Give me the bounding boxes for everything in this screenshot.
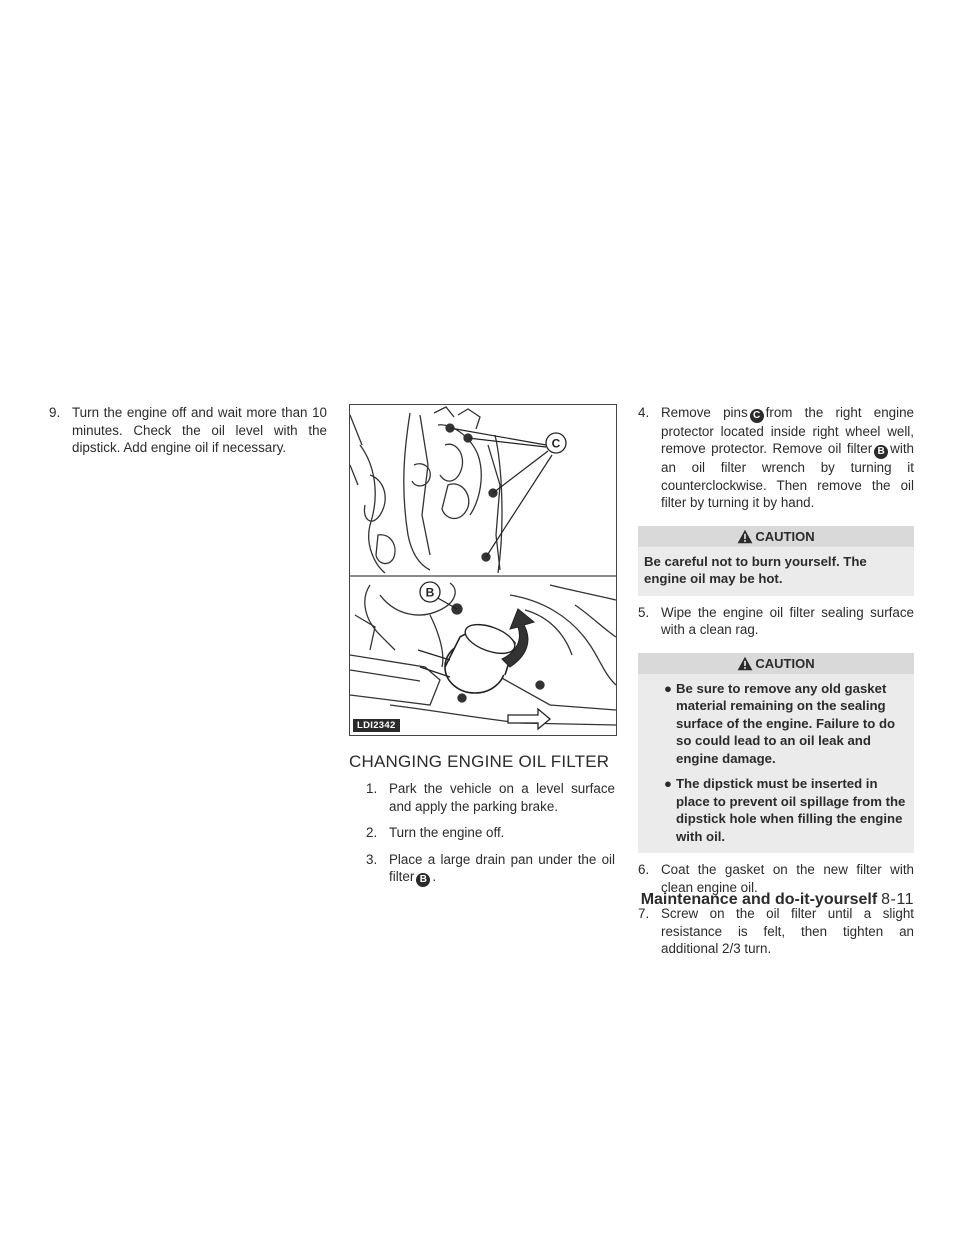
label-c: C: [551, 436, 561, 451]
left-column: [49, 404, 327, 466]
step-9: [49, 404, 327, 457]
bullet-text: The dipstick must be inserted in place to prevent oil spillage from the dipstick hole when filling the engine with oil.: [676, 776, 906, 844]
footer-section-name: Maintenance and do-it-yourself: [640, 891, 878, 908]
engine-line-drawing: [350, 405, 616, 735]
warning-triangle-icon: [737, 656, 753, 671]
step-number: 3.: [366, 851, 378, 867]
caution-bullet: [644, 680, 908, 768]
circled-c-badge: C: [750, 409, 764, 423]
caution-bullet: [644, 775, 908, 845]
step-text: with an oil filter wrench by turning it counterclockwise. Then remove the oil filter by turning it by hand.: [661, 441, 914, 510]
protector-drawing: [350, 407, 502, 573]
figure-id: LDI2342: [353, 719, 400, 732]
step-number: 5.: [638, 604, 650, 620]
step-7: [638, 905, 914, 958]
section-steps: [349, 780, 615, 887]
step-text: Coat the gasket on the new filter with clean engine oil.: [661, 862, 914, 895]
step-number: 6.: [638, 862, 650, 877]
step-5: [638, 604, 914, 639]
step-4: [638, 404, 914, 512]
step-1: [366, 780, 615, 815]
caution-header: [638, 653, 914, 674]
page-number: 8-11: [881, 891, 914, 908]
caution-label: CAUTION: [755, 655, 815, 671]
page-footer: [641, 891, 914, 909]
step-text: Park the vehicle on a level surface and apply the parking brake.: [389, 781, 615, 814]
step-number: 2.: [366, 825, 378, 840]
bullet-text: Be sure to remove any old gasket material remaining on the sealing surface of the engine. Failure to do so could lead to an oil leak and engine damage.: [676, 680, 896, 766]
circled-b-badge: B: [874, 445, 888, 459]
step-number: 7.: [638, 906, 650, 921]
oil-filter-illustration: [349, 404, 617, 736]
step-text: Turn the engine off.: [389, 825, 505, 840]
step-text: from the right engine protector located inside right wheel well, remove protector. Remove oil filter: [661, 405, 914, 457]
step-text: Wipe the engine oil filter sealing surface with a clean rag.: [661, 604, 914, 637]
warning-triangle-icon: [737, 529, 753, 544]
step-text: Remove pins: [661, 405, 748, 420]
middle-column: [349, 404, 615, 896]
label-b: B: [425, 585, 435, 600]
bullet-icon: ●: [664, 680, 672, 696]
step-number: 4.: [638, 405, 650, 420]
step-text-end: .: [432, 869, 437, 884]
step-text: Place a large drain pan under the oil filter: [389, 851, 615, 884]
step-3: [366, 851, 615, 887]
right-column: [638, 404, 914, 967]
step-text: Turn the engine off and wait more than 10 minutes. Check the oil level with the dipstick. Add engine oil if necessary.: [72, 405, 327, 455]
circled-b-badge: B: [416, 873, 430, 887]
caution-label: CAUTION: [755, 528, 815, 544]
step-number: 1.: [366, 781, 378, 796]
section-title: CHANGING ENGINE OIL FILTER: [349, 752, 610, 771]
direction-arrow-icon: [508, 709, 550, 729]
caution-body: [638, 674, 914, 854]
oil-filter: [418, 619, 519, 693]
step-text: Screw on the oil filter until a slight resistance is felt, then tighten an additional 2/3 turn.: [661, 906, 914, 956]
step-number: 9.: [49, 405, 61, 420]
caution-text: Be careful not to burn yourself. The engine oil may be hot.: [644, 553, 867, 586]
step-2: [366, 824, 615, 842]
caution-header: [638, 526, 914, 547]
bullet-icon: ●: [664, 776, 672, 791]
caution-body: [638, 547, 914, 596]
